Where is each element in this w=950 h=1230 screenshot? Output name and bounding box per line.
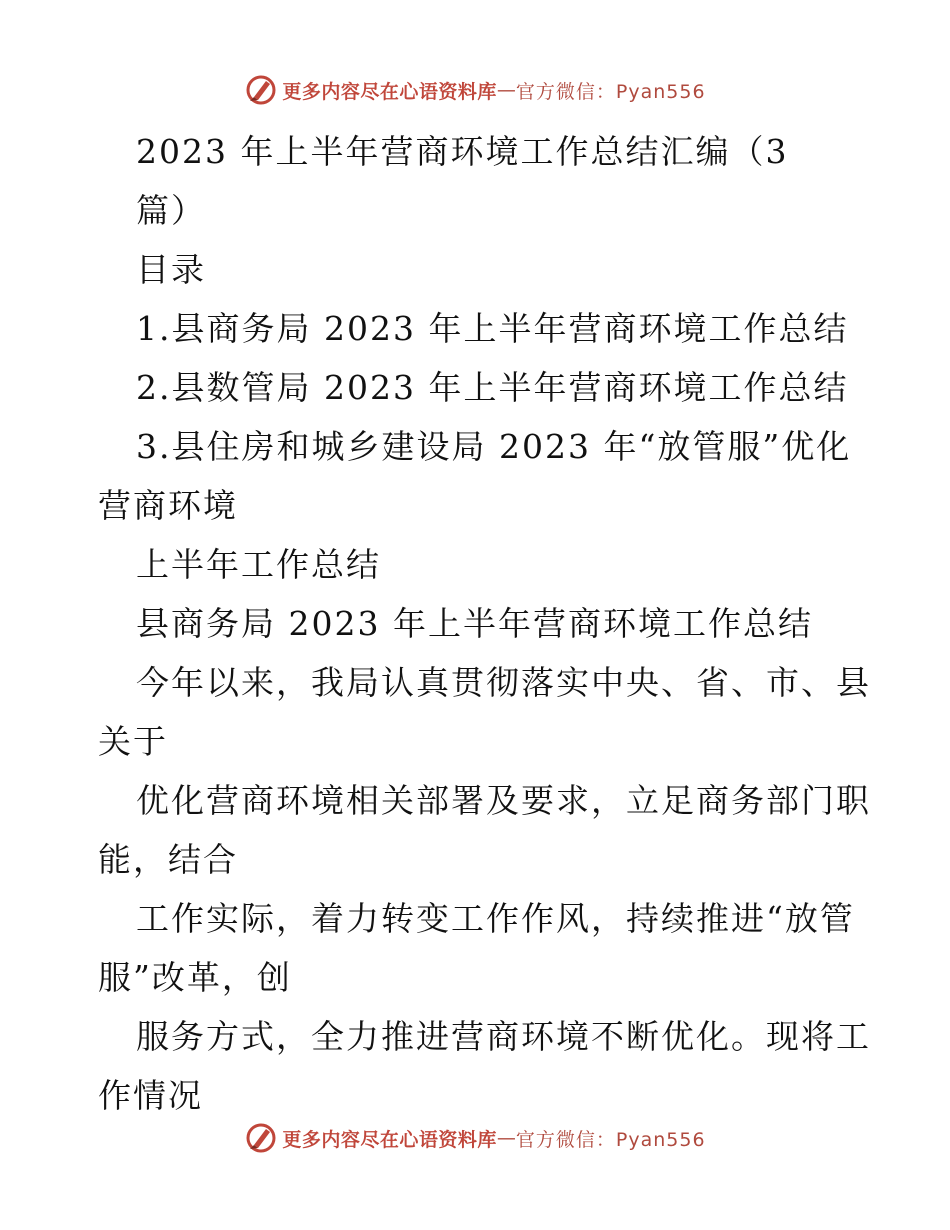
document-line: 服务方式，全力推进营商环境不断优化。现将工 <box>136 1017 871 1056</box>
document-line: 目录 <box>136 250 206 289</box>
document-line: 1.县商务局 2023 年上半年营商环境工作总结 <box>136 309 849 348</box>
banner-dash: — <box>496 79 516 101</box>
document-line: 营商环境 <box>98 486 238 525</box>
document-line: 关于 <box>98 722 168 761</box>
document-line: 服”改革，创 <box>98 958 292 997</box>
footer-banner <box>0 1118 950 1158</box>
document-line: 优化营商环境相关部署及要求，立足商务部门职 <box>136 781 871 820</box>
document-line: 2.县数管局 2023 年上半年营商环境工作总结 <box>136 368 849 407</box>
pen-logo-icon <box>244 73 278 107</box>
document-line: 作情况 <box>98 1076 203 1115</box>
document-line: 3.县住房和城乡建设局 2023 年“放管服”优化 <box>136 427 852 466</box>
banner-wechat-text: 官方微信：Pyan556 <box>515 1128 706 1151</box>
document-line: 2023 年上半年营商环境工作总结汇编（3 <box>136 132 789 171</box>
document-line: 能，结合 <box>98 840 238 879</box>
banner-wechat-text: 官方微信：Pyan556 <box>515 80 706 103</box>
document-body <box>98 122 871 1125</box>
pen-logo-icon <box>244 1121 278 1155</box>
header-banner <box>0 70 950 110</box>
document-line: 篇） <box>136 191 206 230</box>
document-line: 工作实际，着力转变工作作风，持续推进“放管 <box>136 899 855 938</box>
document-line: 上半年工作总结 <box>136 545 381 584</box>
document-line: 今年以来，我局认真贯彻落实中央、省、市、县 <box>136 663 871 702</box>
banner-brand-text: 更多内容尽在心语资料库 <box>282 1128 497 1151</box>
banner-brand-text: 更多内容尽在心语资料库 <box>282 80 497 103</box>
document-line: 县商务局 2023 年上半年营商环境工作总结 <box>136 604 813 643</box>
banner-dash: — <box>496 1127 516 1149</box>
